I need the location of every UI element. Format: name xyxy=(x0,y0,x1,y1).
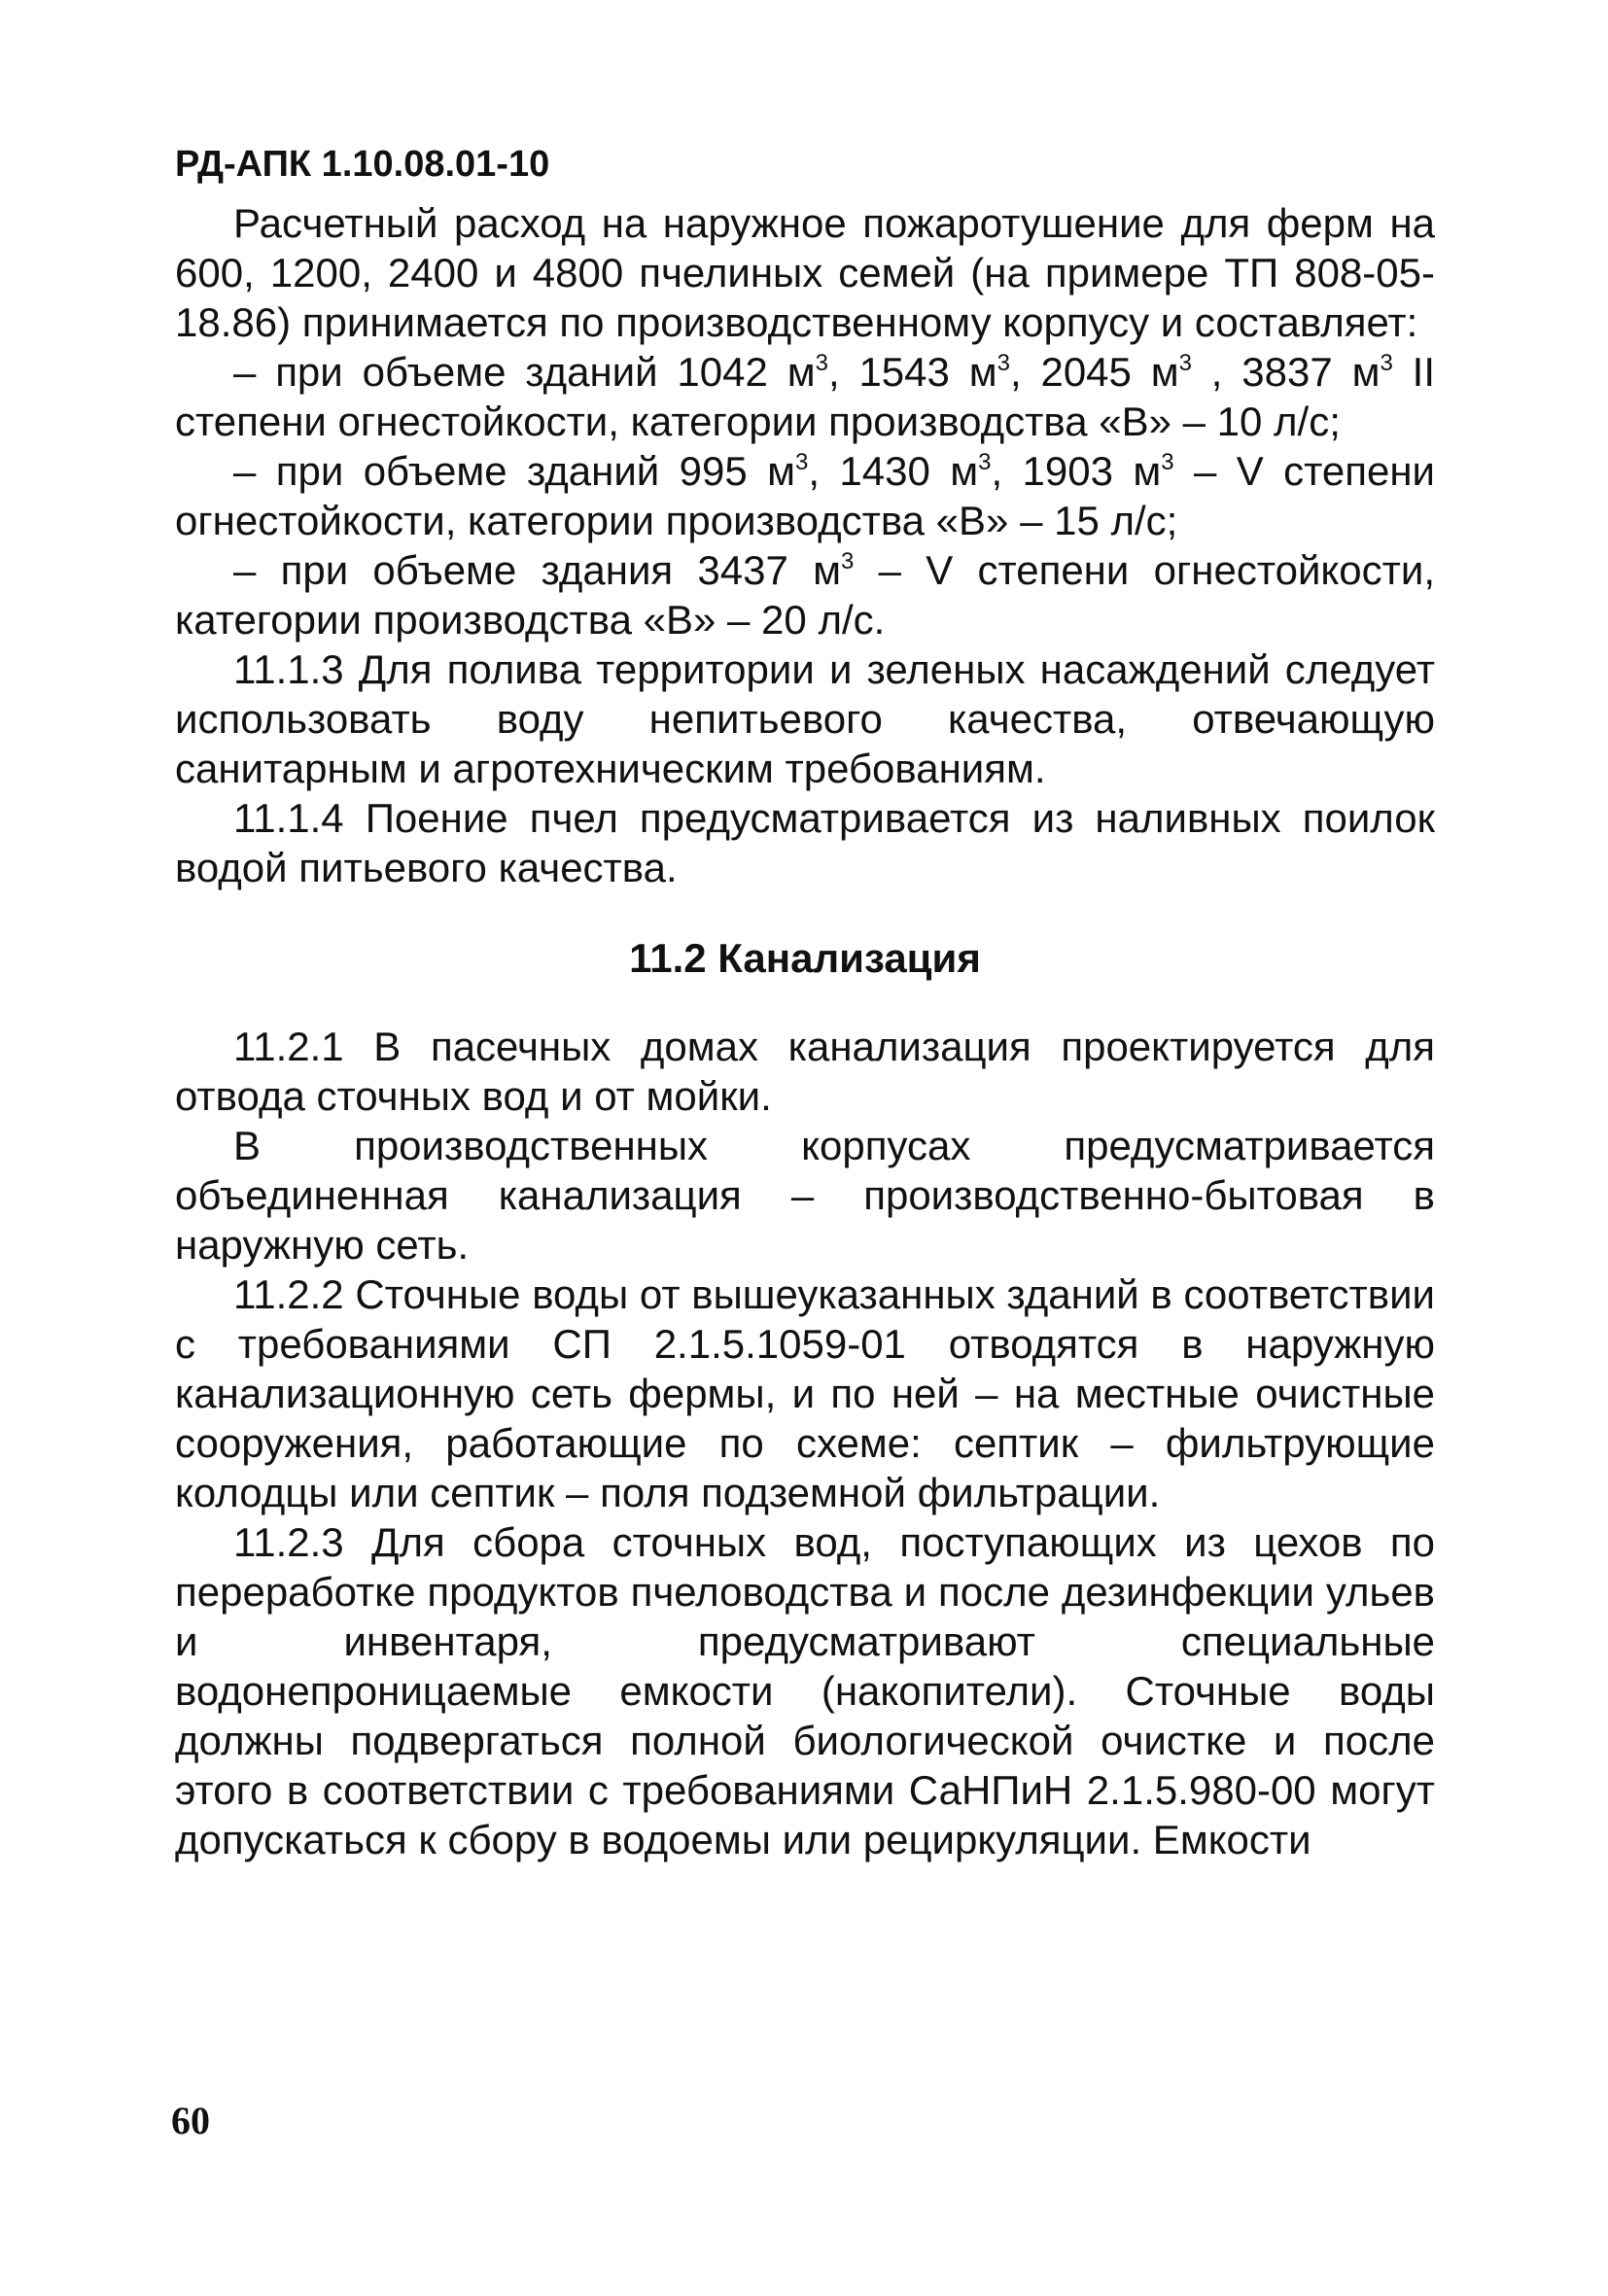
paragraph-11-2-1: 11.2.1 В пасечных домах канализация проектируется для отвода сточных вод и от мойки. xyxy=(175,1024,1435,1119)
paragraph-11-2-3: 11.2.3 Для сбора сточных вод, поступающих из цехов по переработке продуктов пчеловодства и после дезинфекции ульев и инвентаря, предусматривают специальные водонепроницаемые емкости (накопители). Сточные воды должны подвергаться полной биологической очистке и после этого в соответствии с требованиями СаНПиН 2.1.5.980-00 могут допускаться к сбору в водоемы или рециркуляции. Емкости xyxy=(175,1519,1435,1862)
text-fragment: , 1543 м xyxy=(827,349,997,395)
superscript: 3 xyxy=(794,449,809,475)
text-fragment: – при объеме зданий 1042 м xyxy=(233,349,816,395)
superscript: 3 xyxy=(1161,449,1174,475)
section-heading-sewerage: 11.2 Канализация xyxy=(629,935,981,981)
paragraph-11-2-2: 11.2.2 Сточные воды от вышеуказанных зданий в соответствии с требованиями СП 2.1.5.1059-01 отводятся в наружную канализационную сеть фермы, и по ней – на местные очистные сооружения, работающие по схеме: септик – фильтрующие колодцы или септик – поля подземной фильтрации. xyxy=(175,1271,1435,1515)
text-fragment: – V степени огнестойкости, категории производства «В» – 15 л/с; xyxy=(175,448,1435,543)
superscript: 3 xyxy=(978,449,992,475)
text-fragment: , 1903 м xyxy=(991,448,1162,494)
paragraph-fire-flow: Расчетный расход на наружное пожаротушение для ферм на 600, 1200, 2400 и 4800 пчелиных семей (на примере ТП 808-05-18.86) принимается по производственному корпусу и составляет: xyxy=(175,200,1435,345)
superscript: 3 xyxy=(1178,350,1192,376)
superscript: 3 xyxy=(815,350,828,376)
text-fragment: – при объеме здания 3437 м xyxy=(233,547,841,593)
superscript: 3 xyxy=(840,548,855,574)
paragraph-combined-sewerage: В производственных корпусах предусматривается объединенная канализация – производственно-бытовая в наружную сеть. xyxy=(175,1123,1435,1268)
text-fragment: , 2045 м xyxy=(1009,349,1179,395)
paragraph-11-1-3: 11.1.3 Для полива территории и зеленых насаждений следует использовать воду непитьевого качества, отвечающую санитарным и агротехническим требованиям. xyxy=(175,646,1435,791)
superscript: 3 xyxy=(1380,350,1393,376)
paragraph-volume-category-v-15 xyxy=(175,446,1435,545)
document-body xyxy=(175,198,1435,1864)
text-fragment: II степени огнестойкости, категории производства «В» – 10 л/с; xyxy=(175,349,1435,444)
document-code-header: РД-АПК 1.10.08.01-10 xyxy=(175,144,550,185)
paragraph-11-1-4: 11.1.4 Поение пчел предусматривается из наливных поилок водой питьевого качества. xyxy=(175,795,1435,890)
text-fragment: , 3837 м xyxy=(1191,349,1381,395)
text-fragment: – V степени огнестойкости, категории производства «В» – 20 л/с. xyxy=(175,547,1435,643)
paragraph-volume-category-ii xyxy=(175,347,1435,446)
text-fragment: – при объеме зданий 995 м xyxy=(233,448,795,494)
text-fragment: , 1430 м xyxy=(808,448,979,494)
paragraph-volume-category-v-20 xyxy=(175,545,1435,644)
page-number: 60 xyxy=(171,2099,210,2142)
superscript: 3 xyxy=(996,350,1010,376)
